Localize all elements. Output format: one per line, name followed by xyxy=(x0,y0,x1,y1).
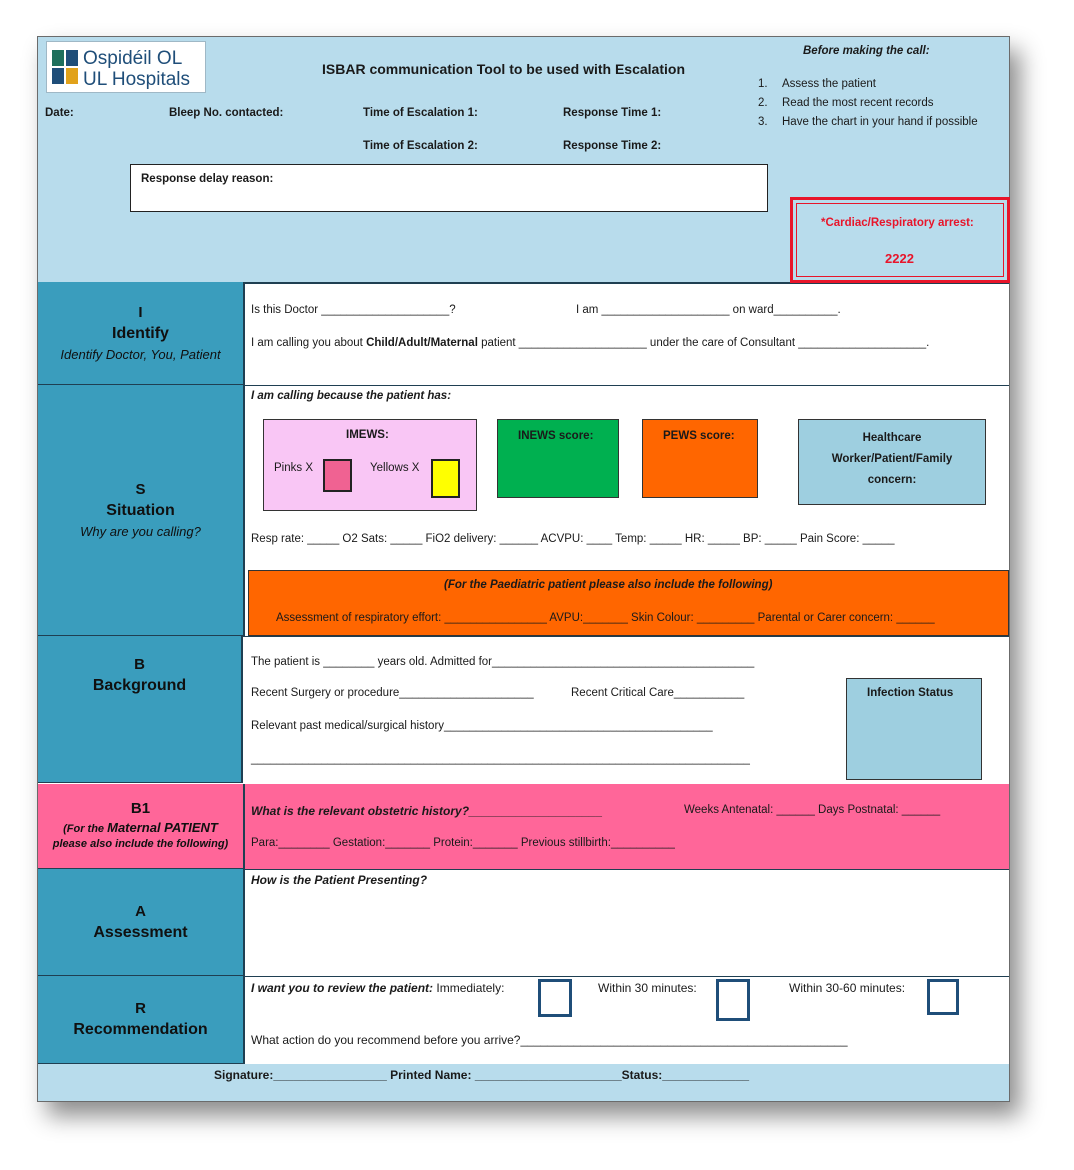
b1-weeks-line[interactable]: Weeks Antenatal: ______ Days Postnatal: ______ xyxy=(684,804,941,816)
time-escalation-1-label: Time of Escalation 1: xyxy=(363,107,478,119)
imews-box xyxy=(263,419,477,511)
within-30-label: Within 30 minutes: xyxy=(598,981,697,995)
background-history-line-2[interactable]: ______________________________________________________________________________ xyxy=(251,753,750,765)
response-time-2-label: Response Time 2: xyxy=(563,140,662,152)
assessment-word: Assessment xyxy=(93,923,188,941)
situation-label xyxy=(38,385,245,636)
pews-label: PEWS score: xyxy=(663,430,735,442)
recommendation-word: Recommendation xyxy=(73,1021,208,1038)
background-row xyxy=(38,636,1009,785)
identify-patient-prefix: I am calling you about xyxy=(251,337,367,349)
situation-row xyxy=(38,385,1009,637)
background-age-line[interactable]: The patient is ________ years old. Admitted for_________________________________________ xyxy=(251,656,755,668)
yellows-label: Yellows X xyxy=(370,462,420,474)
before-call-item-3: Have the chart in your hand if possible xyxy=(782,116,978,128)
recommendation-letter: R xyxy=(135,1000,146,1017)
before-call-num-1: 1. xyxy=(758,78,768,90)
before-call-num-3: 3. xyxy=(758,116,768,128)
inews-box[interactable] xyxy=(497,419,619,498)
paediatric-line[interactable]: Assessment of respiratory effort: ________________ AVPU:_______ Skin Colour: _________ Parental or Carer concern: ______ xyxy=(276,612,935,624)
response-delay-field[interactable] xyxy=(130,164,768,212)
before-call-title: Before making the call: xyxy=(803,45,930,57)
title-rest: communication Tool to be used with Escalation xyxy=(365,61,685,77)
identify-row xyxy=(38,282,1009,386)
isbar-form xyxy=(37,36,1010,1102)
assessment-label xyxy=(38,869,245,976)
before-call-item-1: Assess the patient xyxy=(782,78,876,90)
immediately-label: Immediately: xyxy=(436,981,505,995)
concern-box[interactable] xyxy=(798,419,986,505)
time-escalation-2-label: Time of Escalation 2: xyxy=(363,140,478,152)
b1-letter: B1 xyxy=(130,800,151,817)
before-call-item-2: Read the most recent records xyxy=(782,97,934,109)
pews-box[interactable] xyxy=(642,419,758,498)
inews-label: INEWS score: xyxy=(518,430,594,442)
form-title xyxy=(322,61,685,77)
date-label: Date: xyxy=(45,107,74,119)
response-time-1-label: Response Time 1: xyxy=(563,107,662,119)
assessment-question[interactable]: How is the Patient Presenting? xyxy=(251,873,428,887)
action-line[interactable]: What action do you recommend before you arrive?_________________________________________________ xyxy=(251,1033,848,1047)
recommendation-label xyxy=(38,976,245,1064)
background-label xyxy=(38,636,243,783)
assessment-row xyxy=(38,869,1009,977)
before-call-num-2: 2. xyxy=(758,97,768,109)
recommendation-row xyxy=(38,976,1009,1065)
identify-patient-line[interactable] xyxy=(251,337,929,349)
identify-doctor-line[interactable]: Is this Doctor ____________________? xyxy=(251,304,456,316)
b1-question[interactable]: What is the relevant obstetric history?____________________ xyxy=(251,804,603,818)
background-letter: B xyxy=(134,656,145,673)
situation-word: Situation xyxy=(106,502,175,519)
within-30-60-label: Within 30-60 minutes: xyxy=(789,981,906,995)
background-word: Background xyxy=(92,677,187,694)
logo-line-2: UL Hospitals xyxy=(83,69,191,90)
identify-letter: I xyxy=(138,304,143,321)
identify-label xyxy=(38,282,245,385)
title-isbar: ISBAR xyxy=(322,61,366,77)
identify-sub: Identify Doctor, You, Patient xyxy=(60,347,221,362)
identify-patient-suffix: patient ____________________ under the care of Consultant ____________________. xyxy=(477,337,930,349)
immediately-checkbox[interactable] xyxy=(538,979,572,1017)
within-30-checkbox[interactable] xyxy=(716,979,750,1021)
within-30-60-checkbox[interactable] xyxy=(927,979,959,1015)
pinks-box[interactable] xyxy=(323,459,352,492)
paediatric-box xyxy=(248,570,1009,636)
concern-label: Healthcare Worker/Patient/Family concern: xyxy=(831,432,953,486)
infection-status-box[interactable] xyxy=(846,678,982,780)
b1-row xyxy=(38,784,1009,870)
response-delay-label: Response delay reason: xyxy=(141,173,274,185)
review-label: I want you to review the patient: xyxy=(251,981,434,995)
logo-mark-icon xyxy=(52,50,78,84)
review-line xyxy=(251,981,504,995)
b1-sub-prefix: (For the xyxy=(63,823,108,835)
identify-iam-line[interactable]: I am ____________________ on ward__________. xyxy=(576,304,841,316)
situation-letter: S xyxy=(135,481,146,498)
hospital-logo xyxy=(46,41,206,93)
identify-patient-type: Child/Adult/Maternal xyxy=(366,337,478,349)
arrest-box xyxy=(790,197,1010,283)
arrest-label: *Cardiac/Respiratory arrest: xyxy=(821,217,974,229)
yellows-box[interactable] xyxy=(431,459,460,498)
situation-sub: Why are you calling? xyxy=(80,524,201,539)
b1-sub-bold: Maternal PATIENT xyxy=(107,820,218,835)
signature-line[interactable]: Signature:_________________ Printed Name: ______________________Status:_____________ xyxy=(214,1068,750,1082)
b1-sub-rest: please also include the following) xyxy=(52,838,229,850)
signature-footer xyxy=(38,1064,1009,1101)
vitals-line[interactable]: Resp rate: _____ O2 Sats: _____ FiO2 delivery: ______ ACVPU: ____ Temp: _____ HR: _____ BP: _____ Pain Score: _____ xyxy=(251,533,895,545)
background-critical-line[interactable]: Recent Critical Care___________ xyxy=(571,687,745,699)
b1-para-line[interactable]: Para:________ Gestation:_______ Protein:_______ Previous stillbirth:__________ xyxy=(251,837,675,849)
background-history-line[interactable]: Relevant past medical/surgical history__________________________________________ xyxy=(251,720,713,732)
b1-sub xyxy=(53,820,228,852)
pinks-label: Pinks X xyxy=(274,462,313,474)
background-surgery-line[interactable]: Recent Surgery or procedure_____________________ xyxy=(251,687,534,699)
identify-word: Identify xyxy=(112,325,169,342)
arrest-number: 2222 xyxy=(885,251,914,266)
imews-title: IMEWS: xyxy=(346,429,389,441)
b1-label xyxy=(38,784,245,869)
paediatric-title: (For the Paediatric patient please also include the following) xyxy=(444,579,773,591)
infection-status-label: Infection Status xyxy=(867,687,954,699)
assessment-letter: A xyxy=(135,902,146,920)
bleep-label: Bleep No. contacted: xyxy=(169,107,284,119)
situation-intro: I am calling because the patient has: xyxy=(251,390,452,402)
logo-line-1: Ospidéil OL xyxy=(83,48,183,69)
form-header xyxy=(38,37,1009,284)
